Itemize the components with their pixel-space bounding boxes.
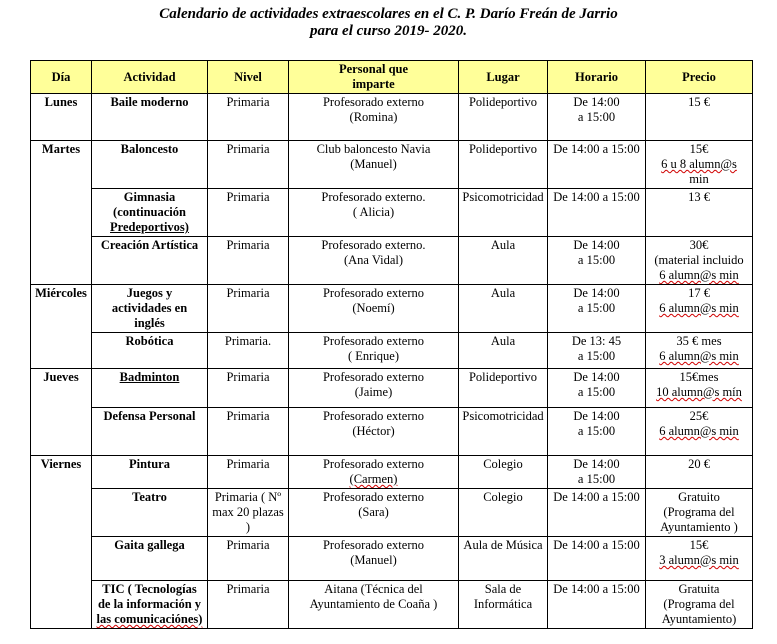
table-row <box>31 581 753 629</box>
activity-cell: Juegos y actividades en inglés <box>92 285 208 333</box>
table-row <box>31 94 753 141</box>
staff-cell: Profesorado externo (Héctor) <box>289 408 459 456</box>
staff-cell: Aitana (Técnica del Ayuntamiento de Coaña ) <box>289 581 459 629</box>
table-row <box>31 456 753 489</box>
level-cell: Primaria. <box>208 333 289 369</box>
level-cell: Primaria <box>208 408 289 456</box>
staff-cell: Profesorado externo (Manuel) <box>289 537 459 581</box>
schedule-cell: De 14:00 a 15:00 <box>548 141 646 189</box>
header-lugar: Lugar <box>459 61 548 94</box>
activity-cell: TIC ( Tecnologías de la información y las comunicaciónes) <box>92 581 208 629</box>
price-cell: Gratuita (Programa del Ayuntamiento) <box>646 581 753 629</box>
price-cell: 15€ 3 alumn@s min <box>646 537 753 581</box>
price-cell: 17 € 6 alumn@s min <box>646 285 753 333</box>
activity-cell: Pintura <box>92 456 208 489</box>
staff-cell: Profesorado externo (Noemí) <box>289 285 459 333</box>
activity-cell: Baloncesto <box>92 141 208 189</box>
place-cell: Psicomotricidad <box>459 189 548 237</box>
schedule-cell: De 14:00 a 15:00 <box>548 237 646 285</box>
place-cell: Aula <box>459 237 548 285</box>
staff-cell: Profesorado externo. ( Alicia) <box>289 189 459 237</box>
header-personal <box>289 61 459 94</box>
schedule-cell: De 14:00 a 15:00 <box>548 285 646 333</box>
level-cell: Primaria <box>208 237 289 285</box>
staff-cell: Profesorado externo (Jaime) <box>289 369 459 408</box>
schedule-cell: De 14:00 a 15:00 <box>548 537 646 581</box>
level-cell: Primaria <box>208 537 289 581</box>
header-personal-line1: Personal que <box>338 62 409 76</box>
schedule-cell: De 14:00 a 15:00 <box>548 489 646 537</box>
place-cell: Colegio <box>459 489 548 537</box>
schedule-cell: De 14:00 a 15:00 <box>548 369 646 408</box>
place-cell: Polideportivo <box>459 94 548 141</box>
staff-cell: Club baloncesto Navia (Manuel) <box>289 141 459 189</box>
level-cell: Primaria <box>208 285 289 333</box>
level-cell: Primaria ( Nº max 20 plazas ) <box>208 489 289 537</box>
header-personal-line2: imparte <box>352 77 395 91</box>
activity-cell: Creación Artística <box>92 237 208 285</box>
level-cell: Primaria <box>208 141 289 189</box>
place-cell: Aula <box>459 333 548 369</box>
place-cell: Polideportivo <box>459 141 548 189</box>
activities-calendar-table <box>30 60 753 629</box>
staff-cell: Profesorado externo (Sara) <box>289 489 459 537</box>
level-cell: Primaria <box>208 94 289 141</box>
document-title-line-2: para el curso 2019- 2020. <box>309 23 468 39</box>
price-cell: 13 € <box>646 189 753 237</box>
level-cell: Primaria <box>208 369 289 408</box>
schedule-cell: De 13: 45 a 15:00 <box>548 333 646 369</box>
staff-cell: Profesorado externo (Romina) <box>289 94 459 141</box>
activity-cell: Baile moderno <box>92 94 208 141</box>
schedule-cell: De 14:00 a 15:00 <box>548 189 646 237</box>
staff-cell: Profesorado externo. (Ana Vidal) <box>289 237 459 285</box>
place-cell: Psicomotricidad <box>459 408 548 456</box>
place-cell: Aula <box>459 285 548 333</box>
schedule-cell: De 14:00 a 15:00 <box>548 408 646 456</box>
day-cell-jueves: Jueves <box>31 369 92 456</box>
place-cell: Sala de Informática <box>459 581 548 629</box>
table-row <box>31 333 753 369</box>
activity-cell: Gimnasia (continuación Predeportivos) <box>92 189 208 237</box>
price-cell: 20 € <box>646 456 753 489</box>
level-cell: Primaria <box>208 189 289 237</box>
table-row <box>31 537 753 581</box>
schedule-cell: De 14:00 a 15:00 <box>548 94 646 141</box>
table-row <box>31 369 753 408</box>
activity-cell: Gaita gallega <box>92 537 208 581</box>
activity-cell: Teatro <box>92 489 208 537</box>
header-nivel: Nivel <box>208 61 289 94</box>
schedule-cell: De 14:00 a 15:00 <box>548 581 646 629</box>
staff-cell: Profesorado externo (Carmen) <box>289 456 459 489</box>
price-cell: Gratuito (Programa del Ayuntamiento ) <box>646 489 753 537</box>
day-cell-martes: Martes <box>31 141 92 285</box>
place-cell: Colegio <box>459 456 548 489</box>
schedule-cell: De 14:00 a 15:00 <box>548 456 646 489</box>
level-cell: Primaria <box>208 581 289 629</box>
level-cell: Primaria <box>208 456 289 489</box>
day-cell-lunes: Lunes <box>31 94 92 141</box>
header-row <box>31 61 753 94</box>
table-row <box>31 408 753 456</box>
table-row <box>31 189 753 237</box>
price-cell: 25€ 6 alumn@s min <box>646 408 753 456</box>
header-dia: Día <box>31 61 92 94</box>
activity-cell: Defensa Personal <box>92 408 208 456</box>
header-actividad: Actividad <box>92 61 208 94</box>
document-title-line-1: Calendario de actividades extraescolares en el C. P. Darío Freán de Jarrio <box>159 6 618 22</box>
table-row <box>31 141 753 189</box>
table-row <box>31 489 753 537</box>
table-row <box>31 285 753 333</box>
price-cell: 15€ 6 u 8 alumn@s min <box>646 141 753 189</box>
price-cell: 30€ (material incluido 6 alumn@s min <box>646 237 753 285</box>
day-cell-miercoles: Miércoles <box>31 285 92 369</box>
price-cell: 15 € <box>646 94 753 141</box>
table-row <box>31 237 753 285</box>
activity-cell: Badminton <box>92 369 208 408</box>
price-cell: 35 € mes 6 alumn@s min <box>646 333 753 369</box>
day-cell-viernes: Viernes <box>31 456 92 629</box>
price-cell: 15€mes 10 alumn@s mín <box>646 369 753 408</box>
header-precio: Precio <box>646 61 753 94</box>
place-cell: Aula de Música <box>459 537 548 581</box>
header-horario: Horario <box>548 61 646 94</box>
activity-cell: Robótica <box>92 333 208 369</box>
place-cell: Polideportivo <box>459 369 548 408</box>
staff-cell: Profesorado externo ( Enrique) <box>289 333 459 369</box>
